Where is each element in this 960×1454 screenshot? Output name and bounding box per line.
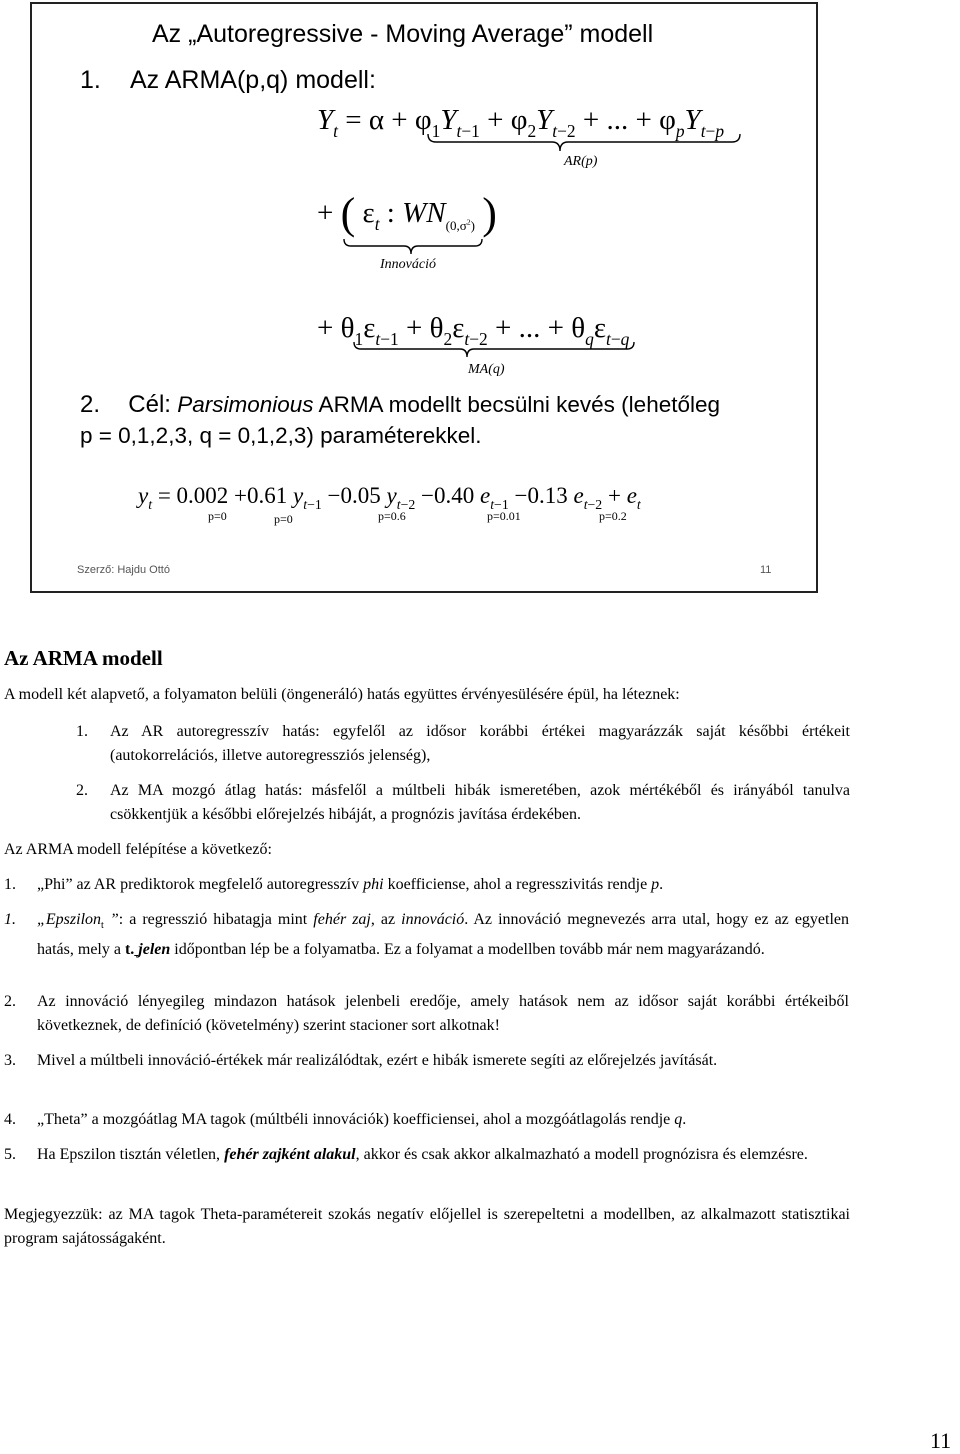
list-item-text: koefficiense, ahol a regresszivitás rendje xyxy=(383,876,652,893)
list-item-ma-effect: Az MA mozgó átlag hatás: másfelől a múltbeli hibák ismeretében, azok mértékéből és irányából tanulva csökkentjük a későbbi előrejelzés hibáját, a prognózis javítása érdekében. xyxy=(110,782,850,823)
brace-label-innovation: Innováció xyxy=(380,257,436,272)
intro-paragraph: A modell két alapvető, a folyamaton belüli (öngeneráló) hatás együttes érvényesülésére épül, ha léteznek: xyxy=(4,686,680,703)
list-item-theta xyxy=(37,1108,849,1132)
list-item-emphasis: p xyxy=(651,876,660,893)
list-item-ar-effect: Az AR autoregresszív hatás: egyfelől az idősor korábbi értékei magyarázzák saját későbbi értékeit (autokorrelációs, illetve autoregressziós jelenség), xyxy=(110,723,850,764)
list-item-number: 2. xyxy=(4,993,16,1010)
slide-footer-author: Szerző: Hajdu Ottó xyxy=(77,564,170,576)
list-item-emphasis: phi xyxy=(363,876,384,893)
slide-item-1-number: 1. xyxy=(80,66,101,94)
list-item-text: , az xyxy=(370,911,402,928)
list-item-text: : a regresszió hibatagja mint xyxy=(118,911,314,928)
list-item-white-noise xyxy=(37,1143,849,1167)
list-item-past-innovations: Mivel a múltbeli innováció-értékek már realizálódtak, ezért e hibák ismerete segíti az előrejelzés javítását. xyxy=(37,1052,718,1069)
p-value: p=0.01 xyxy=(487,509,521,523)
list-item-bold-emphasis: jelen xyxy=(138,940,171,958)
slide-item-1-text: Az ARMA(p,q) modell: xyxy=(130,66,376,94)
slide-image xyxy=(30,2,818,593)
list-item-emphasis: Epszilon xyxy=(45,911,102,928)
list-item-number: 1. xyxy=(76,723,88,740)
build-heading: Az ARMA modell felépítése a következő: xyxy=(4,841,272,858)
slide-title: Az „Autoregressive - Moving Average” modell xyxy=(152,20,654,48)
list-item-number: 5. xyxy=(4,1146,16,1163)
list-item-text: . Az innováció megnevezés arra utal, hogy ez az egyetlen hatás, mely a xyxy=(37,911,850,958)
list-item-bold: t. xyxy=(124,940,135,958)
slide-item-2-italic: Parsimonious xyxy=(177,392,314,417)
section-heading: Az ARMA modell xyxy=(4,646,163,670)
list-item-emphasis: ” xyxy=(103,911,119,928)
page-number: 11 xyxy=(930,1428,952,1453)
arma-equation-ar-part: $Y_t = \alpha + \varphi_1Y_{t-1} + \varphi_2Y_{t-2}$ + ... + $\varphi_pY_{t-p}$ xyxy=(317,104,725,141)
slide-item-2 xyxy=(80,389,720,451)
note-paragraph: Megjegyezzük: az MA tagok Theta-paramétereit szokás negatív előjellel is szerepeltetni a modellben, az alkalmazott statisztikai program sajátosságaként. xyxy=(4,1206,850,1247)
list-item-emphasis: fehér zaj xyxy=(313,911,371,928)
slide-item-2-number: 2. xyxy=(80,391,101,418)
list-item-number: 1. xyxy=(4,911,16,928)
p-value: p=0 xyxy=(208,509,227,523)
estimated-arma-equation: $y_t = 0.002 +0.61$ $y_{t-1} -0.05$ $y_{t-2} -0.40$ $e_{t-1} -0.13$ $e_{t-2} + e_t$ xyxy=(138,483,641,513)
list-item-innovation: Az innováció lényegileg mindazon hatások jelenbeli eredője, amely hatások nem az idősor saját korábbi értékeiből következnek, de definíció (követelmény) szerint stacioner sort alkotnak! xyxy=(37,993,849,1034)
list-item-number: 3. xyxy=(4,1052,16,1069)
list-item-number: 2. xyxy=(76,782,88,799)
list-item-emphasis: innováció xyxy=(401,911,465,928)
list-item-text: , akkor és csak akkor alkalmazható a modell prognózisra és elemzésre. xyxy=(355,1146,808,1163)
brace-label-ar: AR(p) xyxy=(564,154,598,169)
list-item-text: „Phi” az AR prediktorok megfelelő autoregresszív xyxy=(37,876,364,893)
brace-label-ma: MA(q) xyxy=(468,362,505,377)
list-item-bold-emphasis: fehér zajként alakul xyxy=(224,1146,356,1163)
list-item-text: időpontban lép be a folyamatba. Ez a folyamat a modellben tovább már nem magyarázandó. xyxy=(170,940,765,958)
slide-item-2-rest: ARMA modellt becsülni kevés (lehetőleg xyxy=(313,392,721,417)
slide-item-2-label: Cél: xyxy=(128,391,171,418)
list-item-epsilon xyxy=(37,908,849,961)
p-value: p=0.6 xyxy=(378,509,406,523)
list-item-emphasis: „ xyxy=(37,911,46,928)
list-item-text: . xyxy=(659,876,664,893)
slide-item-2-line2: p = 0,1,2,3, q = 0,1,2,3) paraméterekkel. xyxy=(80,423,482,448)
arma-equation-innovation: + ( $\varepsilon_t$ : $WN_{(0,\sigma^2)}$ ) xyxy=(317,189,497,238)
list-item-phi xyxy=(37,873,849,897)
list-item-number: 1. xyxy=(4,876,16,893)
list-item-emphasis: q xyxy=(674,1111,683,1128)
list-item-number: 4. xyxy=(4,1111,16,1128)
list-item-text: „Theta” a mozgóátlag MA tagok (múltbéli innovációk) koefficiensei, ahol a mozgóátlagolás rendje xyxy=(37,1111,675,1128)
arma-equation-ma-part: + $\theta_1\varepsilon_{t-1} + \theta_2\varepsilon_{t-2}$ + ... + $\theta_q\varepsilon_{t-q}$ xyxy=(317,312,630,349)
list-item-text: Ha Epszilon tisztán véletlen, xyxy=(37,1146,225,1163)
p-value: p=0.2 xyxy=(599,509,627,523)
p-value: p=0 xyxy=(274,512,293,526)
list-item-subscript: t xyxy=(101,920,104,932)
list-item-text: . xyxy=(682,1111,687,1128)
slide-footer-page: 11 xyxy=(760,564,772,576)
